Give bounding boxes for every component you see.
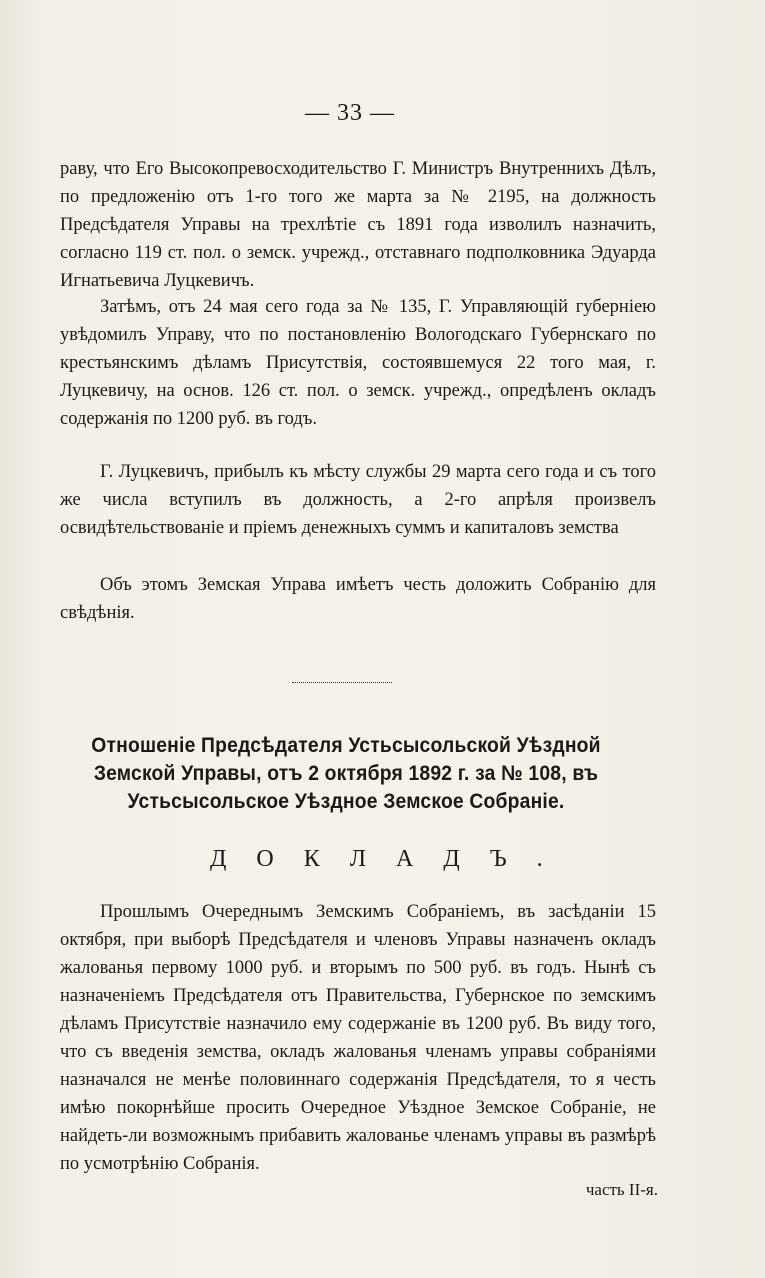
paragraph-salary-notice: Затѣмъ, отъ 24 мая сего года за № 135, Г. Управляющій губерніею увѣдомилъ Управу, что по постановленію Вологодскаго Губернскаго по крестьянскимъ дѣламъ Присутствія, состоявшемуся 22 того мая, г. Луцкевичу, на основ. 126 ст. пол. о земск. учрежд., опредѣленъ окладъ содержанія по 1200 руб. въ годъ. [60, 297, 656, 429]
page-footer-note: часть II-я. [585, 1180, 658, 1199]
section-divider [292, 682, 392, 683]
paragraph-arrival: Г. Луцкевичъ, прибылъ къ мѣсту службы 29 марта сего года и съ того же числа вступилъ въ должность, а 2-го апрѣля произвелъ освидѣтельствованіе и пріемъ денежныхъ суммъ и капиталовъ земства [60, 462, 656, 538]
report-title: ДОКЛАДЪ. [210, 846, 573, 872]
page-number: — 33 — [305, 100, 395, 126]
report-paragraph: Прошлымъ Очереднымъ Земскимъ Собраніемъ, въ засѣданіи 15 октября, при выборѣ Предсѣдателя и членовъ Управы назначенъ окладъ жалованья первому 1000 руб. и вторымъ по 500 руб. въ годъ. Нынѣ съ назначеніемъ Предсѣдателя отъ Правительства, Губернское по земскимъ дѣламъ Присутствіе назначило ему содержаніе въ 1200 руб. Въ виду того, что съ введенія земства, окладъ жалованья членамъ управы собраніями назначался не менѣе половиннаго содержанія Предсѣдателя, то я честь имѣю покорнѣйше просить Очередное Уѣздное Земское Собраніе, не найдеть-ли возможнымъ прибавить жалованье членамъ управы въ размѣрѣ по усмотрѣнію Собранія. [60, 902, 656, 1174]
paragraph-conclusion: Объ этомъ Земская Управа имѣетъ честь доложить Собранію для свѣдѣнія. [60, 575, 656, 623]
paragraph-continuation: раву, что Его Высокопревосходительство Г. Министръ Внутреннихъ Дѣлъ, по предложенію отъ 1-го того же марта за № 2195, на должность Предсѣдателя Управы на трехлѣтіе съ 1891 года изволилъ назначить, согласно 119 ст. пол. о земск. учрежд., отставнаго подполковника Эдуарда Игнатьевича Луцкевичъ. [60, 159, 656, 291]
section-heading: Отношеніе Предсѣдателя Устьсысольской Уѣздной Земской Управы, отъ 2 октября 1892 г. за № 108, въ Устьсысольское Уѣздное Земское Собраніе. [91, 734, 601, 813]
